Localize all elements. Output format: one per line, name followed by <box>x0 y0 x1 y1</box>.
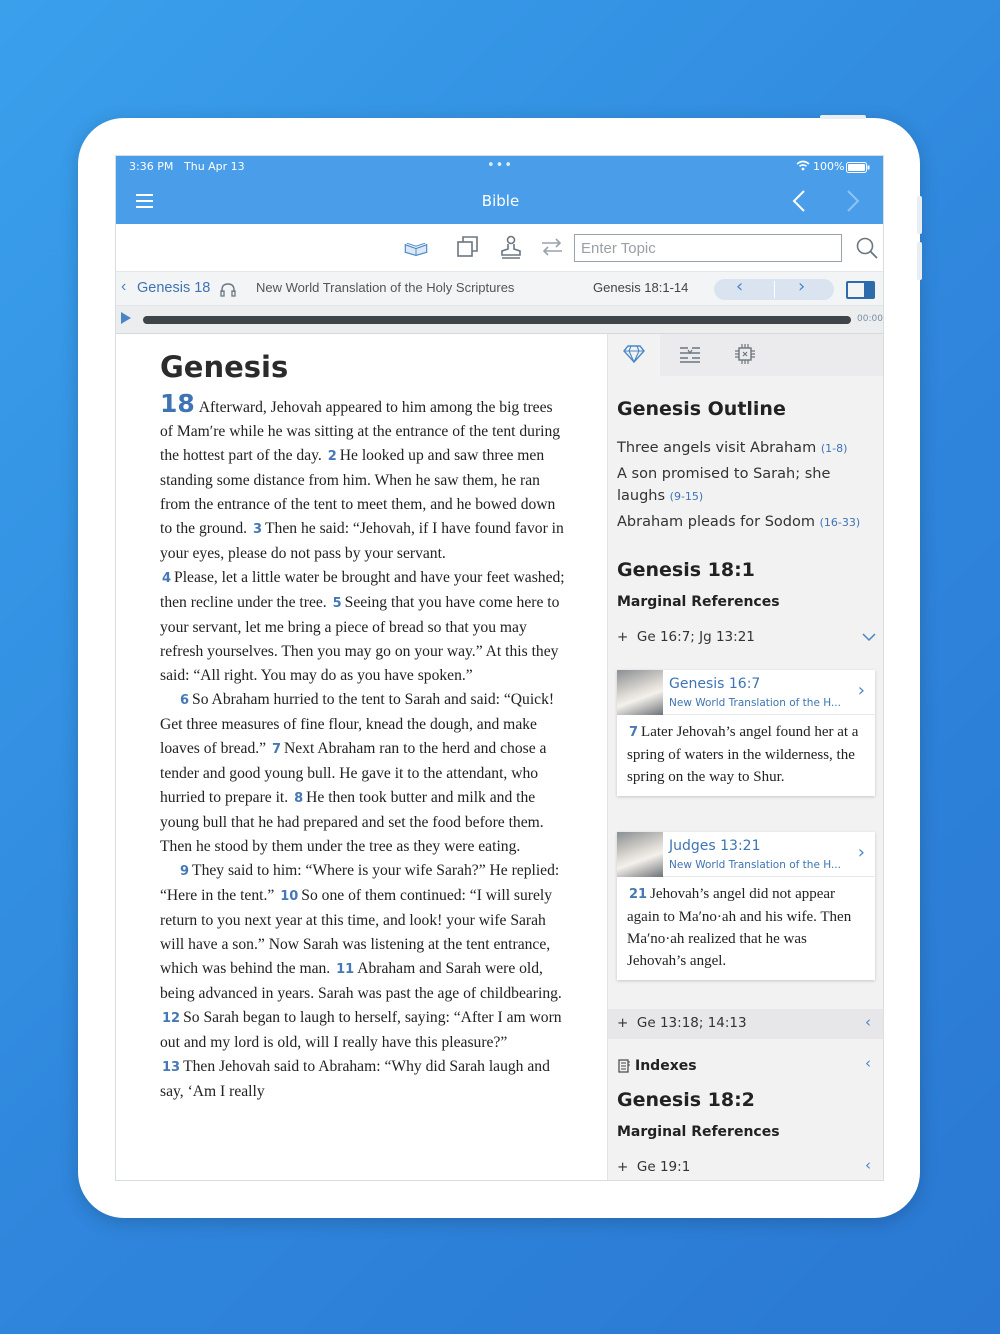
audio-progress-track[interactable] <box>143 316 851 324</box>
back-chevron-icon[interactable]: ‹ <box>121 278 127 295</box>
chevron-down-icon[interactable] <box>862 633 876 642</box>
audio-player <box>116 306 884 334</box>
marginal-ref-row[interactable] <box>617 629 755 645</box>
verse-text[interactable]: Seeing that you have come here to your servant, let me bring a piece of bread so that you may refresh yourselves. Then you may go on your way.” At this they said: “All right. You may do as you have spoken.” <box>160 594 560 684</box>
outline-text: Abraham pleads for Sodom <box>617 514 816 530</box>
ref-list: Ge 19:1 <box>636 1159 691 1175</box>
verse-number[interactable]: 6 <box>180 693 190 708</box>
verse-number[interactable]: 4 <box>162 571 172 586</box>
side-tabs <box>608 334 884 376</box>
outline-item[interactable] <box>617 511 872 534</box>
verse-number[interactable]: 9 <box>180 864 190 879</box>
verse-number: 21 <box>629 887 648 902</box>
passage-text <box>160 389 565 1104</box>
card-verse-text <box>617 877 875 980</box>
verse-text[interactable]: So Abraham hurried to the tent to Sarah and said: “Quick! Get three measures of fine flour, knead the dough, and make loaves of bread.” <box>160 691 555 757</box>
multitask-dots[interactable]: ••• <box>487 158 514 173</box>
index-icon <box>618 1059 631 1073</box>
status-date: Thu Apr 13 <box>184 160 245 173</box>
toolbar <box>116 224 884 272</box>
play-icon[interactable] <box>121 312 131 324</box>
paragraph <box>160 389 565 566</box>
verse-number[interactable]: 8 <box>294 791 304 806</box>
card-title: Judges 13:21 <box>669 838 761 854</box>
chevron-left-icon[interactable]: ‹ <box>865 1156 871 1174</box>
card-subtitle: New World Translation of the H... <box>669 697 841 709</box>
verse-number: 7 <box>629 725 639 740</box>
book-title: Genesis <box>160 350 289 384</box>
verse-number[interactable]: 13 <box>162 1060 181 1075</box>
status-time: 3:36 PM <box>129 160 174 173</box>
outline-title: Genesis Outline <box>617 398 786 420</box>
chevron-right-icon[interactable]: › <box>857 842 865 863</box>
paragraph <box>160 688 565 859</box>
side-panel-toggle-icon[interactable] <box>846 281 875 299</box>
card-subtitle: New World Translation of the H... <box>669 859 841 871</box>
outline-text: Three angels visit Abraham <box>617 440 817 456</box>
marginal-ref-row[interactable] <box>617 1159 690 1175</box>
verse-number[interactable]: 2 <box>327 449 337 464</box>
copy-icon[interactable] <box>455 234 481 260</box>
verse-number[interactable]: 11 <box>336 962 355 977</box>
plus-icon: + <box>617 629 629 645</box>
reference-card[interactable] <box>617 832 875 980</box>
paragraph <box>160 566 565 688</box>
nav-title: Bible <box>481 192 520 210</box>
film-strip-icon <box>734 343 756 365</box>
ref-list: Ge 16:7; Jg 13:21 <box>636 629 755 645</box>
paragraph <box>160 859 565 1104</box>
verse-number[interactable]: 5 <box>332 596 342 611</box>
previous-range-icon[interactable]: ‹ <box>736 276 744 297</box>
outline-text: A son promised to Sarah; she laughs <box>617 466 831 504</box>
reference-card[interactable] <box>617 670 875 796</box>
open-book-icon[interactable] <box>403 234 429 260</box>
outline-item[interactable] <box>617 437 872 460</box>
chapter-number: 18 <box>160 389 195 418</box>
plus-icon: + <box>617 1159 629 1175</box>
device-side-button <box>917 242 922 280</box>
chevron-left-icon[interactable]: ‹ <box>865 1054 871 1072</box>
app-screen <box>115 155 884 1181</box>
verse-heading: Genesis 18:1 <box>617 559 755 581</box>
ref-list: Ge 13:18; 14:13 <box>636 1015 747 1031</box>
bookmark-stamp-icon[interactable] <box>498 234 524 260</box>
translation-name: New World Translation of the Holy Scriptures <box>256 280 515 295</box>
verse-heading: Genesis 18:2 <box>617 1089 755 1111</box>
battery-percent: 100% <box>813 160 845 173</box>
search-icon[interactable] <box>854 235 880 261</box>
verse-range-stepper <box>714 276 834 300</box>
nav-bar <box>116 156 884 224</box>
diamond-icon <box>623 344 645 364</box>
verse-text[interactable]: Then Jehovah said to Abraham: “Why did Sarah laugh and say, ‘Am I really <box>160 1058 550 1100</box>
reading-pane <box>116 334 607 1181</box>
battery-icon <box>846 162 870 176</box>
headphones-icon[interactable] <box>220 282 236 297</box>
verse-text[interactable]: He then took butter and milk and the young bull that he had prepared and set the food before them. Then he stood by them under the tree as they were eating. <box>160 789 544 855</box>
topic-search-input[interactable] <box>574 234 842 262</box>
bible-thumbnail <box>617 670 663 715</box>
verse-text[interactable]: He looked up and saw three men standing some distance from him. When he saw them, he ran from the entrance of the tent to meet them, and he bowed down to the ground. <box>160 447 556 537</box>
chevron-left-icon[interactable]: ‹ <box>865 1013 871 1031</box>
stepper-divider <box>774 281 775 298</box>
outline-item[interactable] <box>617 463 872 508</box>
study-side-panel <box>607 334 884 1181</box>
swap-icon[interactable] <box>539 234 565 260</box>
tab-media[interactable] <box>718 334 770 376</box>
verse-text[interactable]: Then he said: “Jehovah, if I have found favor in your eyes, please do not pass by your servant. <box>160 520 564 562</box>
tab-gems[interactable] <box>608 334 660 376</box>
verse-text[interactable]: Afterward, Jehovah appeared to him among the big trees of Mamʹre while he was sitting at the entrance of the tent during the hottest part of the day. <box>160 399 561 464</box>
verse-number[interactable]: 3 <box>252 522 263 537</box>
verse-text[interactable]: Abraham and Sarah were old, being advanced in years. Sarah was past the age of childbearing. <box>160 960 562 1002</box>
verse-text[interactable]: So one of them continued: “I will surely return to you next year at this time, and look! your wife Sarah will have a son.” Now Sarah was listening at the tent entrance, which was behind the man. <box>160 887 553 977</box>
marginal-ref-row[interactable] <box>608 1009 884 1039</box>
breadcrumb-bar <box>116 272 884 306</box>
indexes-label[interactable]: Indexes <box>635 1058 697 1074</box>
verse-number[interactable]: 10 <box>280 889 299 904</box>
verse-text[interactable]: They said to him: “Where is your wife Sarah?” He replied: “Here in the tent.” <box>160 862 560 904</box>
verse-number[interactable]: 7 <box>271 742 282 757</box>
plus-icon: + <box>617 1015 629 1031</box>
notes-list-icon <box>678 346 702 364</box>
toggle-fill <box>864 283 873 297</box>
verse-range: Genesis 18:1-14 <box>593 280 689 295</box>
forward-arrow-icon[interactable] <box>846 189 860 213</box>
verse-number[interactable]: 12 <box>162 1011 181 1026</box>
verse-text: Jehovah’s angel did not appear again to Maʹno·ah and his wife. Then Maʹno·ah realized that he was Jehovah’s angel. <box>627 886 852 969</box>
verse-text[interactable]: Please, let a little water be brought and have your feet washed; then recline under the tree. <box>160 569 565 611</box>
card-verse-text <box>617 715 875 796</box>
device-side-button <box>917 196 922 234</box>
outline-ref[interactable]: (9-15) <box>669 490 704 503</box>
tab-study-notes[interactable] <box>665 334 717 376</box>
marginal-references-label: Marginal References <box>617 1124 780 1140</box>
verse-text: Later Jehovah’s angel found her at a spring of waters in the wilderness, the spring on the way to Shur. <box>627 724 859 785</box>
chapter-link[interactable]: Genesis 18 <box>137 280 211 296</box>
next-range-icon[interactable]: › <box>798 276 806 297</box>
verse-text[interactable]: So Sarah began to laugh to herself, saying: “After I am worn out and my lord is old, will I really have this pleasure?” <box>160 1009 562 1051</box>
marginal-references-label: Marginal References <box>617 594 780 610</box>
card-header[interactable] <box>617 832 875 877</box>
bible-thumbnail <box>617 832 663 877</box>
verse-text[interactable]: Next Abraham ran to the herd and chose a tender and good young bull. He gave it to the attendant, who hurried to prepare it. <box>160 740 547 806</box>
ref-label <box>617 1015 747 1031</box>
outline-ref[interactable]: (16-33) <box>819 516 861 529</box>
audio-time: 00:00 <box>857 314 883 324</box>
back-arrow-icon[interactable] <box>792 189 806 213</box>
wifi-icon <box>796 160 810 174</box>
outline-ref[interactable]: (1-8) <box>820 442 848 455</box>
device-top-button <box>820 115 866 119</box>
chevron-right-icon[interactable]: › <box>857 680 865 701</box>
card-title: Genesis 16:7 <box>669 676 761 692</box>
card-header[interactable] <box>617 670 875 715</box>
